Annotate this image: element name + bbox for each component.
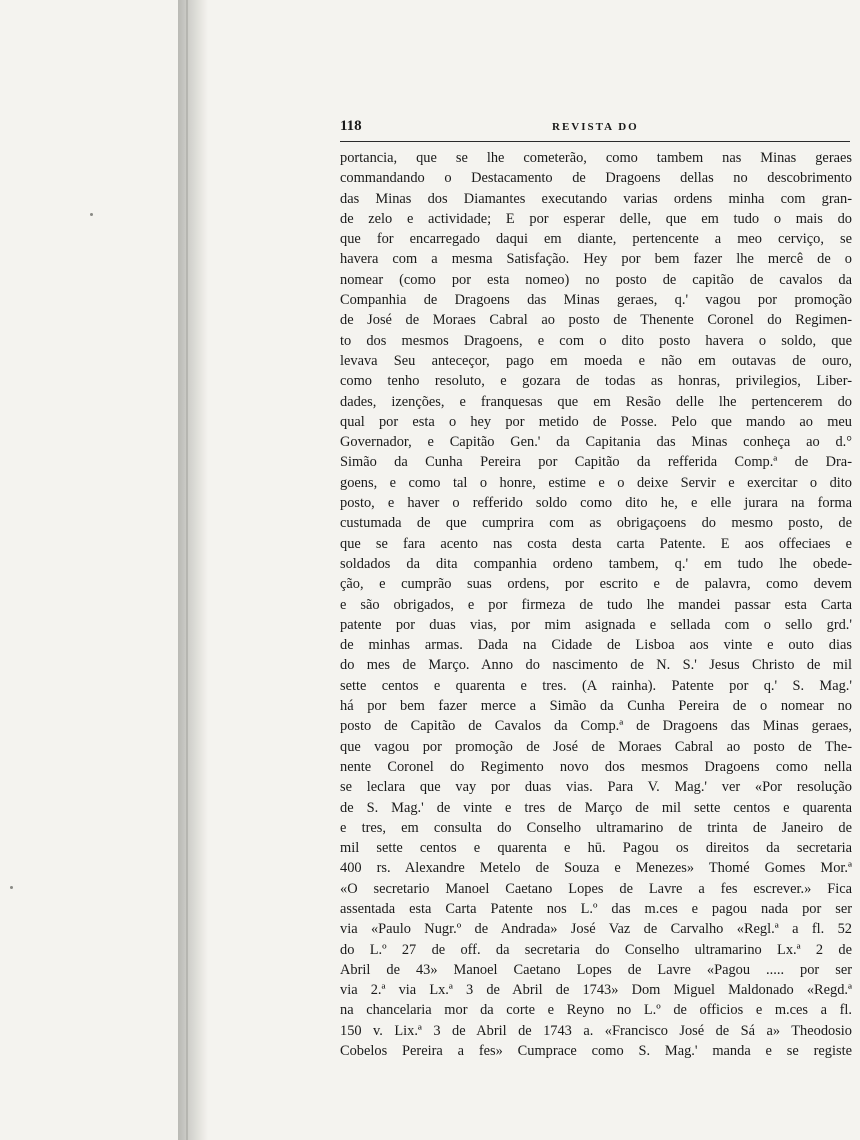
text-line: de zelo e actividade; E por esperar delle, que em tudo o mais do [340, 210, 852, 227]
text-line: levava Seu anteceçor, pago em moeda e não em outavas de ouro, [340, 352, 852, 369]
header-rule [340, 141, 850, 142]
text-line: ção, e cumprão suas ordens, por escrito e de palavra, como devem [340, 576, 852, 593]
running-head [340, 118, 850, 140]
text-line: commandando o Destacamento de Dragoens dellas no descobrimento [340, 170, 852, 187]
text-line: como tenho resoluto, e gozara de todas as honras, privilegios, Liber- [340, 373, 852, 390]
text-line: via «Paulo Nugr.º de Andrada» José Vaz de Carvalho «Regl.ª a fl. 52 [340, 921, 852, 938]
text-line: dades, izenções, e franquesas que em Resão delle lhe pertencerem do [340, 393, 852, 410]
text-line: de minhas armas. Dada na Cidade de Lisboa aos vinte e outo dias [340, 637, 852, 654]
text-line: Companhia de Dragoens das Minas geraes, q.' vagou por promoção [340, 292, 852, 309]
text-line: «O secretario Manoel Caetano Lopes de Lavre a fes escrever.» Fica [340, 880, 852, 897]
text-line: que for encarregado daqui em diante, pertencente a meo cerviço, se [340, 231, 852, 248]
text-line: patente por duas vias, por mim asignada e sellada com o sello grd.' [340, 616, 852, 633]
text-line: soldados da dita companhia ordeno tambem, q.' em tudo lhe obede- [340, 555, 852, 572]
text-line: goens, e como tal o honre, estime e o deixe Servir e exercitar o dito [340, 474, 852, 491]
book-gutter-line [186, 0, 188, 1140]
text-line: nente Coronel do Regimento novo dos mesmos Dragoens como nella [340, 758, 852, 775]
text-line: do L.º 27 de off. da secretaria do Conselho ultramarino Lx.ª 2 de [340, 941, 852, 958]
text-line: posto, e haver o refferido soldo como dito he, e elle jurara na forma [340, 495, 852, 512]
text-line: 150 v. Lix.ª 3 de Abril de 1743 a. «Francisco José de Sá a» Theodosio [340, 1022, 852, 1039]
text-line: e tres, em consulta do Conselho ultramarino de trinta de Janeiro de [340, 819, 852, 836]
page-number: 118 [340, 118, 362, 134]
text-line: sette centos e quarenta e tres. (A rainha). Patente por q.' S. Mag.' [340, 677, 852, 694]
text-line: 400 rs. Alexandre Metelo de Souza e Menezes» Thomé Gomes Mor.ª [340, 860, 852, 877]
text-line: qual por esta o hey por metido de Posse. Pelo que mando ao meu [340, 413, 852, 430]
text-line: to dos mesmos Dragoens, e com o dito posto havera o soldo, que [340, 332, 852, 349]
text-line: na chancelaria mor da corte e Reyno no L.º de officios e m.ces a fl. [340, 1002, 852, 1019]
text-line: via 2.ª via Lx.ª 3 de Abril de 1743» Dom Miguel Maldonado «Regd.ª [340, 982, 852, 999]
text-line: se leclara que vay por duas vias. Para V. Mag.' ver «Por resolução [340, 779, 852, 796]
paper-speck [90, 213, 93, 216]
book-gutter-shadow [178, 0, 208, 1140]
text-line: que se fara acento nas costa desta carta Patente. E aos offeciaes e [340, 535, 852, 552]
text-line: portancia, que se lhe cometerão, como tambem nas Minas geraes [340, 150, 852, 166]
text-line: assentada esta Carta Patente nos L.º das m.ces e pagou nada por ser [340, 900, 852, 917]
text-line: nomear (como por esta nomeo) no posto de capitão de cavalos da [340, 271, 852, 288]
text-line: e são obrigados, e por firmeza de tudo lhe mandei passar esta Carta [340, 596, 852, 613]
text-line: mil sette centos e quarenta e hū. Pagou os direitos da secretaria [340, 840, 852, 857]
body-text [340, 148, 852, 1061]
text-line: de José de Moraes Cabral ao posto de Thenente Coronel do Regimen- [340, 312, 852, 329]
text-line: de S. Mag.' de vinte e tres de Março de mil sette centos e quarenta [340, 799, 852, 816]
text-line: das Minas dos Diamantes executando varias ordens minha com gran- [340, 190, 852, 207]
paper-speck [10, 886, 13, 889]
journal-title: REVISTA DO [552, 121, 639, 133]
text-line: que vagou por promoção de José de Moraes Cabral ao posto de The- [340, 738, 852, 755]
text-line: do mes de Março. Anno do nascimento de N. S.' Jesus Christo de mil [340, 657, 852, 674]
text-line: Abril de 43» Manoel Caetano Lopes de Lavre «Pagou ..... por ser [340, 961, 852, 978]
text-line: há por bem fazer merce a Simão da Cunha Pereira de o nomear no [340, 698, 852, 715]
text-line: posto de Capitão de Cavalos da Comp.ª de Dragoens das Minas geraes, [340, 718, 852, 735]
text-line: havera com a mesma Satisfação. Hey por bem fazer lhe mercê de o [340, 251, 852, 268]
text-line: custumada de que cumprira com as obrigaçoens do mesmo posto, de [340, 515, 852, 532]
text-line: Cobelos Pereira a fes» Cumprace como S. Mag.' manda e se registe [340, 1043, 852, 1060]
text-line: Simão da Cunha Pereira por Capitão da refferida Comp.ª de Dra- [340, 454, 852, 471]
text-line: Governador, e Capitão Gen.' da Capitania das Minas conheça ao d.° [340, 434, 852, 451]
